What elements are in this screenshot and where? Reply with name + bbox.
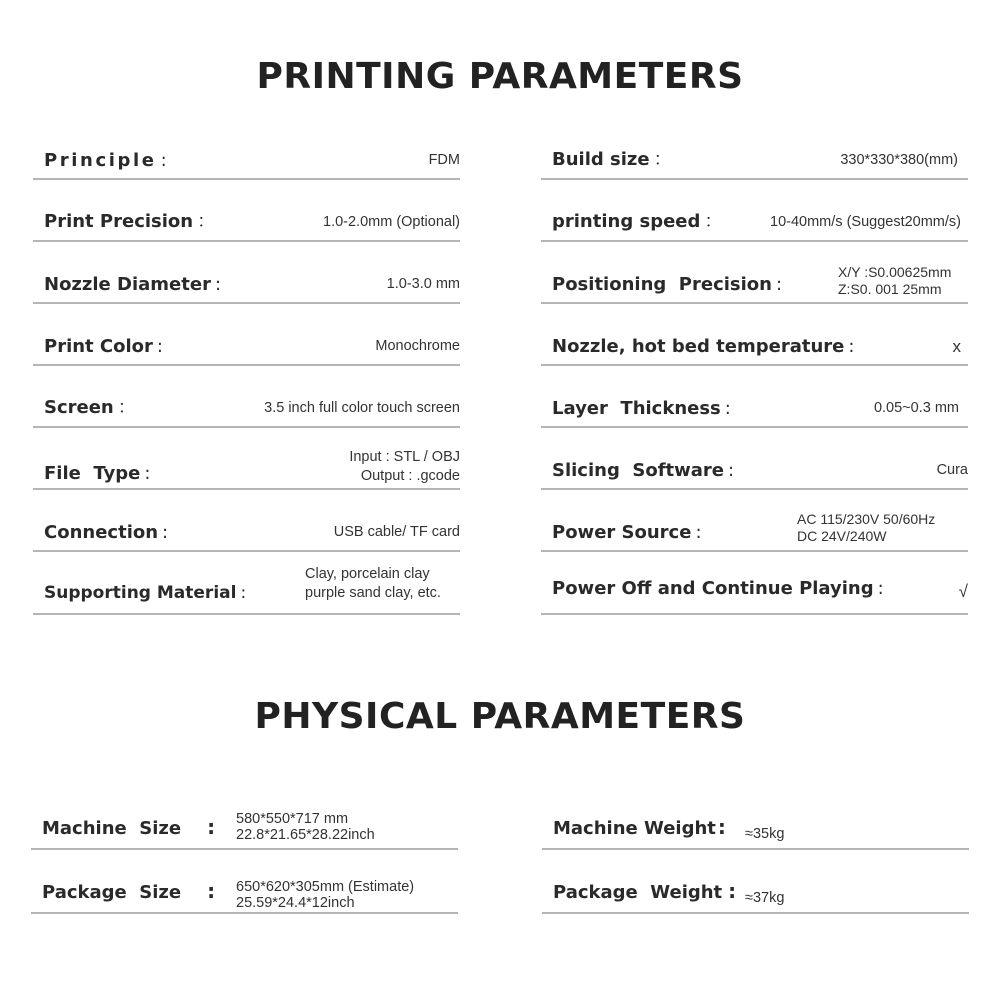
param-label: Machine Weight xyxy=(553,818,716,839)
param-row-machine-weight: Machine Weight : ≈35kg xyxy=(542,788,969,850)
param-label: Package Size xyxy=(42,882,182,903)
param-value: 330*330*380(mm) xyxy=(840,152,958,168)
param-row-nozzle-hot-bed-temperature: Nozzle, hot bed temperature : x xyxy=(541,304,968,366)
param-row-supporting-material: Supporting Material : Clay, porcelain clay purple sand clay, etc. xyxy=(33,552,460,615)
row-divider xyxy=(33,613,460,615)
param-label: Power Source xyxy=(552,522,692,543)
param-row-package-size: Package Size : 650*620*305mm (Estimate) 25.59*24.4*12inch xyxy=(31,852,458,914)
param-row-machine-size: Machine Size : 580*550*717 mm 22.8*21.65*28.22inch xyxy=(31,788,458,850)
param-row-slicing-software: Slicing Software : Cura xyxy=(541,428,968,490)
param-label: Positioning Precision xyxy=(552,274,772,295)
param-value: 650*620*305mm (Estimate) 25.59*24.4*12inch xyxy=(236,879,415,911)
param-row-screen: Screen ： 3.5 inch full color touch screen xyxy=(33,366,460,428)
param-value: ≈37kg xyxy=(745,890,785,906)
param-label: Package Weight xyxy=(553,882,723,903)
param-value: AC 115/230V 50/60Hz DC 24V/240W xyxy=(797,511,936,544)
param-value: 1.0-2.0mm (Optional) xyxy=(323,214,460,230)
param-row-power-off-continue: Power Off and Continue Playing : √ xyxy=(541,552,968,615)
param-value: Clay, porcelain clay purple sand clay, etc. xyxy=(305,566,441,601)
param-value xyxy=(959,582,968,601)
param-row-principle: Principle : FDM xyxy=(33,118,460,180)
param-row-printing-speed: printing speed ： 10-40mm/s (Suggest20mm/s) xyxy=(541,180,968,242)
row-divider xyxy=(541,613,968,615)
physical-parameters-title: PHYSICAL PARAMETERS xyxy=(254,696,746,737)
param-value: 3.5 inch full color touch screen xyxy=(264,400,460,416)
param-row-print-precision: Print Precision ： 1.0-2.0mm (Optional) xyxy=(33,180,460,242)
param-row-power-source: Power Source : AC 115/230V 50/60Hz DC 24V/240W xyxy=(541,490,968,552)
param-label: Print Color xyxy=(44,336,153,357)
param-label: Build size xyxy=(552,149,650,170)
param-row-positioning-precision: Positioning Precision : X/Y :S0.00625mm Z:S0. 001 25mm xyxy=(541,242,968,304)
row-divider xyxy=(31,848,458,850)
param-value: FDM xyxy=(428,152,460,168)
param-value: 0.05~0.3 mm xyxy=(873,400,959,416)
param-value: Monochrome xyxy=(375,338,460,354)
param-row-build-size: Build size ： 330*330*380(mm) xyxy=(541,118,968,180)
param-row-file-type: File Type : Input : STL / OBJ Output : .gcode xyxy=(33,428,460,490)
param-label: Nozzle, hot bed temperature xyxy=(552,336,845,357)
check-icon: √ xyxy=(958,582,968,601)
row-divider xyxy=(31,912,458,914)
param-label: Slicing Software xyxy=(552,460,725,481)
param-label: Nozzle Diameter xyxy=(44,274,211,295)
param-label: File Type xyxy=(44,463,141,484)
param-value: USB cable/ TF card xyxy=(333,524,460,540)
param-label: Print Precision xyxy=(44,211,194,232)
param-label: Connection xyxy=(44,522,159,543)
param-value: Input : STL / OBJ Output : .gcode xyxy=(349,449,460,484)
param-label: Screen xyxy=(44,397,114,418)
param-row-package-weight: Package Weight : ≈37kg xyxy=(542,852,969,914)
param-row-layer-thickness: Layer Thickness : 0.05~0.3 mm xyxy=(541,366,968,428)
param-row-nozzle-diameter: Nozzle Diameter : 1.0-3.0 mm xyxy=(33,242,460,304)
param-value: Cura xyxy=(936,462,968,478)
param-label: Principle xyxy=(44,150,157,171)
param-label: Power Off and Continue Playing xyxy=(552,578,874,599)
param-value: X/Y :S0.00625mm Z:S0. 001 25mm xyxy=(838,264,952,297)
param-value: 580*550*717 mm 22.8*21.65*28.22inch xyxy=(236,811,375,843)
param-label: printing speed xyxy=(552,211,701,232)
row-divider xyxy=(542,848,969,850)
param-row-print-color: Print Color : Monochrome xyxy=(33,304,460,366)
param-row-connection: Connection : USB cable/ TF card xyxy=(33,490,460,552)
param-value: x xyxy=(952,337,961,356)
param-label: Layer Thickness xyxy=(552,398,721,419)
param-label: Machine Size xyxy=(42,818,182,839)
param-value: 10-40mm/s (Suggest20mm/s) xyxy=(770,214,961,230)
param-value: ≈35kg xyxy=(745,826,785,842)
row-divider xyxy=(542,912,969,914)
param-value: 1.0-3.0 mm xyxy=(386,276,460,292)
printing-parameters-title: PRINTING PARAMETERS xyxy=(256,56,744,97)
param-label: Supporting Material xyxy=(44,583,237,603)
